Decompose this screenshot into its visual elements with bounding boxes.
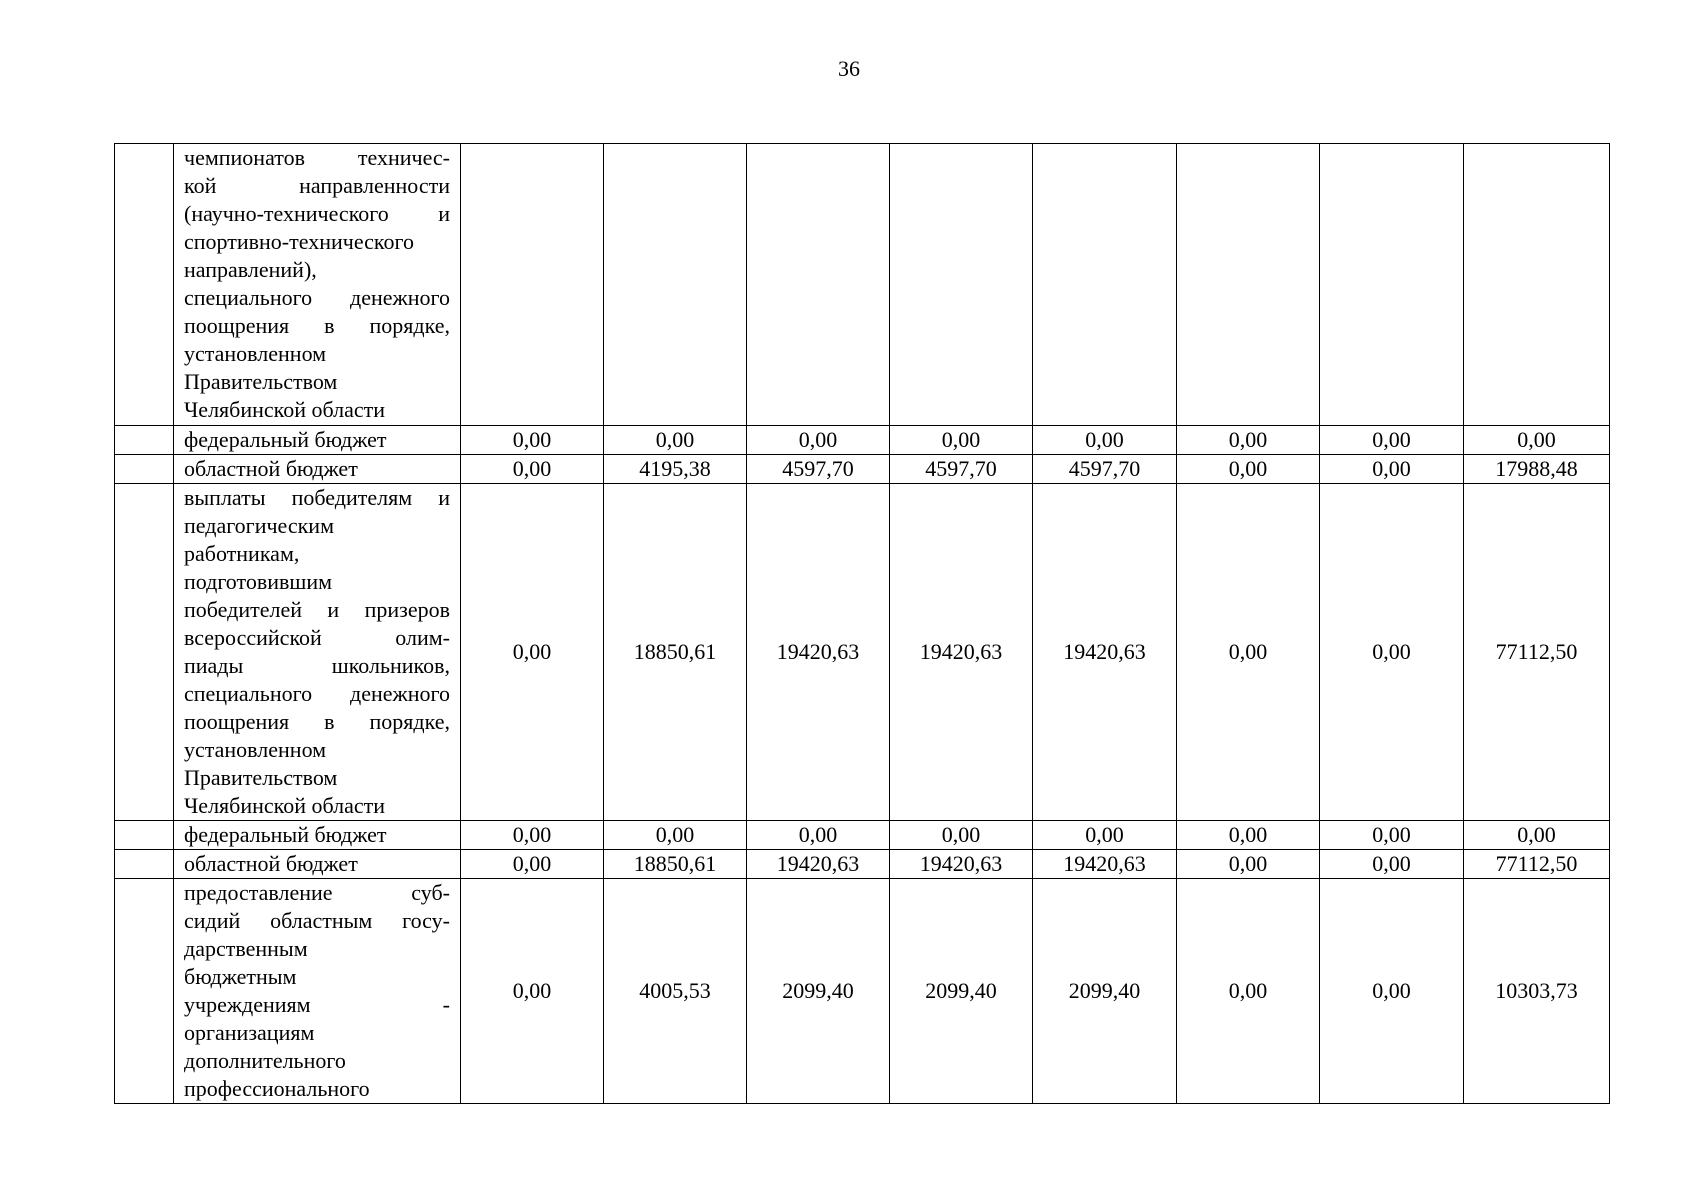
description-line: установленном — [184, 341, 327, 366]
value-cell: 0,00 — [1320, 850, 1464, 879]
value-cell — [747, 144, 890, 426]
description-line: педагогическим — [184, 513, 335, 538]
budget-source-cell: областной бюджет — [174, 455, 461, 484]
value-cell: 10303,73 — [1464, 879, 1610, 1104]
description-line: предоставление суб- — [184, 880, 450, 905]
measure-description-cell — [174, 144, 461, 426]
table-row — [115, 850, 1610, 879]
table-row — [115, 455, 1610, 484]
value-cell: 0,00 — [461, 455, 604, 484]
row-number-cell — [115, 455, 174, 484]
description-line: профессионального — [184, 1076, 370, 1101]
description-line: чемпионатов техничес- — [184, 145, 450, 170]
value-cell: 0,00 — [890, 821, 1033, 850]
description-line: специального денежного — [184, 681, 450, 706]
description-line: пиады школьников, — [184, 653, 450, 678]
value-cell: 17988,48 — [1464, 455, 1610, 484]
value-cell: 2099,40 — [1033, 879, 1177, 1104]
description-line: сидий областным госу- — [184, 908, 450, 933]
value-cell: 0,00 — [1177, 426, 1320, 455]
value-cell: 0,00 — [1320, 879, 1464, 1104]
measure-description-cell — [174, 879, 461, 1104]
description-line: дарственным — [184, 936, 308, 961]
value-cell: 19420,63 — [1033, 850, 1177, 879]
table-row — [115, 144, 1610, 426]
budget-source-cell: федеральный бюджет — [174, 821, 461, 850]
value-cell: 2099,40 — [890, 879, 1033, 1104]
value-cell — [1320, 144, 1464, 426]
value-cell: 0,00 — [1320, 484, 1464, 821]
value-cell: 0,00 — [1464, 426, 1610, 455]
description-line: всероссийской олим- — [184, 625, 450, 650]
description-line: направлений), — [184, 257, 317, 282]
value-cell: 0,00 — [1320, 821, 1464, 850]
value-cell — [604, 144, 747, 426]
value-cell: 19420,63 — [747, 850, 890, 879]
row-number-cell — [115, 144, 174, 426]
value-cell — [461, 144, 604, 426]
description-line: бюджетным — [184, 964, 297, 989]
value-cell: 0,00 — [1177, 455, 1320, 484]
value-cell: 77112,50 — [1464, 484, 1610, 821]
value-cell: 0,00 — [604, 821, 747, 850]
description-line: выплаты победителям и — [184, 485, 450, 510]
value-cell: 0,00 — [461, 879, 604, 1104]
value-cell: 4005,53 — [604, 879, 747, 1104]
table-row — [115, 879, 1610, 1104]
value-cell: 0,00 — [461, 850, 604, 879]
value-cell: 18850,61 — [604, 850, 747, 879]
description-line: установленном — [184, 737, 327, 762]
table-row — [115, 484, 1610, 821]
budget-table — [114, 143, 1610, 1104]
value-cell: 0,00 — [1177, 821, 1320, 850]
measure-description-cell — [174, 484, 461, 821]
value-cell: 19420,63 — [747, 484, 890, 821]
value-cell: 77112,50 — [1464, 850, 1610, 879]
value-cell: 0,00 — [1177, 850, 1320, 879]
value-cell: 0,00 — [604, 426, 747, 455]
row-number-cell — [115, 484, 174, 821]
description-line: кой направленности — [184, 173, 450, 198]
value-cell: 0,00 — [1033, 426, 1177, 455]
value-cell: 4597,70 — [747, 455, 890, 484]
value-cell: 18850,61 — [604, 484, 747, 821]
value-cell: 4597,70 — [1033, 455, 1177, 484]
value-cell: 0,00 — [1033, 821, 1177, 850]
description-line: специального денежного — [184, 285, 450, 310]
value-cell: 19420,63 — [890, 850, 1033, 879]
value-cell: 0,00 — [461, 484, 604, 821]
description-line: работникам, — [184, 541, 300, 566]
row-number-cell — [115, 821, 174, 850]
description-line: поощрения в порядке, — [184, 313, 450, 338]
value-cell: 0,00 — [461, 821, 604, 850]
value-cell: 0,00 — [747, 426, 890, 455]
description-line: Правительством — [184, 765, 338, 790]
value-cell: 0,00 — [461, 426, 604, 455]
value-cell — [1033, 144, 1177, 426]
description-line: Челябинской области — [184, 397, 386, 422]
value-cell — [890, 144, 1033, 426]
description-line: поощрения в порядке, — [184, 709, 450, 734]
description-line: дополнительного — [184, 1048, 346, 1073]
page-number: 36 — [838, 56, 860, 81]
description-line: Правительством — [184, 369, 338, 394]
description-line: спортивно-технического — [184, 229, 414, 254]
value-cell: 0,00 — [1177, 879, 1320, 1104]
description-line: победителей и призеров — [184, 597, 450, 622]
row-number-cell — [115, 879, 174, 1104]
value-cell: 0,00 — [1177, 484, 1320, 821]
value-cell: 0,00 — [1320, 426, 1464, 455]
budget-source-cell: федеральный бюджет — [174, 426, 461, 455]
value-cell — [1464, 144, 1610, 426]
description-line: учреждениям - — [184, 992, 450, 1017]
value-cell: 0,00 — [890, 426, 1033, 455]
value-cell: 2099,40 — [747, 879, 890, 1104]
value-cell: 19420,63 — [1033, 484, 1177, 821]
value-cell: 0,00 — [1320, 455, 1464, 484]
description-line: организациям — [184, 1020, 315, 1045]
row-number-cell — [115, 426, 174, 455]
description-line: (научно-технического и — [184, 201, 450, 226]
description-line: Челябинской области — [184, 793, 386, 818]
value-cell: 4597,70 — [890, 455, 1033, 484]
value-cell: 4195,38 — [604, 455, 747, 484]
value-cell: 0,00 — [1464, 821, 1610, 850]
table-row — [115, 426, 1610, 455]
value-cell — [1177, 144, 1320, 426]
value-cell: 19420,63 — [890, 484, 1033, 821]
description-line: подготовившим — [184, 569, 333, 594]
row-number-cell — [115, 850, 174, 879]
value-cell: 0,00 — [747, 821, 890, 850]
budget-source-cell: областной бюджет — [174, 850, 461, 879]
table-row — [115, 821, 1610, 850]
